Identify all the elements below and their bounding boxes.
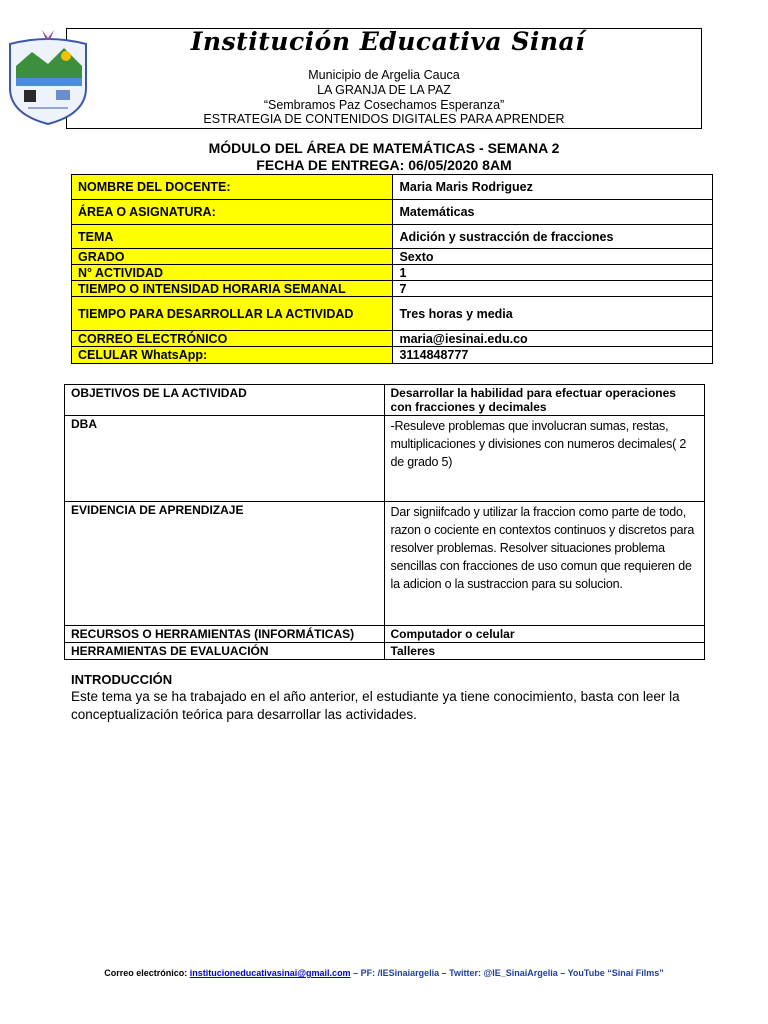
table-row [72, 175, 713, 200]
row-label: OBJETIVOS DE LA ACTIVIDAD [65, 385, 385, 416]
municipality-line: Municipio de Argelia Cauca [308, 68, 460, 82]
row-label: DBA [65, 416, 385, 502]
row-label: N° ACTIVIDAD [72, 265, 393, 281]
row-label: RECURSOS O HERRAMIENTAS (INFORMÁTICAS) [65, 626, 385, 643]
row-label: GRADO [72, 249, 393, 265]
module-title: MÓDULO DEL ÁREA DE MATEMÁTICAS - SEMANA 2 [208, 140, 560, 156]
row-label: EVIDENCIA DE APRENDIZAJE [65, 502, 385, 626]
footer-prefix: Correo electrónico: [104, 968, 190, 978]
row-label: HERRAMIENTAS DE EVALUACIÓN [65, 643, 385, 660]
row-value: Dar signiifcado y utilizar la fraccion como parte de todo, razon o cociente en contextos continuos y discretos para resolver problemas. Resolver situaciones problema sencillas con fracciones de uso comun que requieren de la adicion o la sustraccion para su solucion. [384, 502, 704, 626]
row-label: NOMBRE DEL DOCENTE: [72, 175, 393, 200]
table-row [65, 416, 705, 502]
row-label: CORREO ELECTRÓNICO [72, 331, 393, 347]
row-value: maria@iesinai.edu.co [393, 331, 713, 347]
table-row [65, 626, 705, 643]
footer-email-link[interactable]: institucioneducativasinai@gmail.com [189, 968, 351, 978]
table-row [72, 200, 713, 225]
row-value: Desarrollar la habilidad para efectuar operaciones con fracciones y decimales [384, 385, 704, 416]
row-value: Maria Maris Rodriguez [393, 175, 713, 200]
row-value: Tres horas y media [393, 297, 713, 331]
row-label: CELULAR WhatsApp: [72, 347, 393, 364]
row-value: 7 [393, 281, 713, 297]
intro-paragraph: Este tema ya se ha trabajado en el año anterior, el estudiante ya tiene conocimiento, basta con leer la conceptualización teórica para desarrollar las actividades. [71, 689, 680, 722]
row-label: TEMA [72, 225, 393, 249]
table-row [72, 297, 713, 331]
table-row [72, 347, 713, 364]
row-value: Computador o celular [384, 626, 704, 643]
due-date: FECHA DE ENTREGA: 06/05/2020 8AM [256, 157, 512, 173]
row-value: Adición y sustracción de fracciones [393, 225, 713, 249]
footer-social: – PF: /IESinaiargelia – Twitter: @IE_SinaiArgelia – YouTube “Sinaí Films” [350, 968, 664, 978]
table-row [72, 249, 713, 265]
row-value: Matemáticas [393, 200, 713, 225]
place-line: LA GRANJA DE LA PAZ [317, 83, 451, 97]
row-value: 1 [393, 265, 713, 281]
footer [0, 968, 768, 978]
row-label: TIEMPO PARA DESARROLLAR LA ACTIVIDAD [72, 297, 393, 331]
motto-line: “Sembramos Paz Cosechamos Esperanza” [263, 98, 505, 112]
table-row [72, 225, 713, 249]
intro-heading: INTRODUCCIÓN [71, 672, 173, 687]
activity-objectives-table [64, 384, 705, 660]
table-row [65, 385, 705, 416]
institution-name: Institución Educativa Sinaí [190, 27, 586, 56]
row-label: ÁREA O ASIGNATURA: [72, 200, 393, 225]
row-value: 3114848777 [393, 347, 713, 364]
row-value: -Resuleve problemas que involucran sumas, restas, multiplicaciones y divisiones con numeros decimales( 2 de grado 5) [384, 416, 704, 502]
row-value: Talleres [384, 643, 704, 660]
table-row [72, 281, 713, 297]
table-row [65, 502, 705, 626]
table-row [72, 265, 713, 281]
table-row [72, 331, 713, 347]
table-row [65, 643, 705, 660]
row-value: Sexto [393, 249, 713, 265]
teacher-info-table [71, 174, 713, 364]
row-label: TIEMPO O INTENSIDAD HORARIA SEMANAL [72, 281, 393, 297]
strategy-line: ESTRATEGIA DE CONTENIDOS DIGITALES PARA APRENDER [203, 112, 565, 126]
